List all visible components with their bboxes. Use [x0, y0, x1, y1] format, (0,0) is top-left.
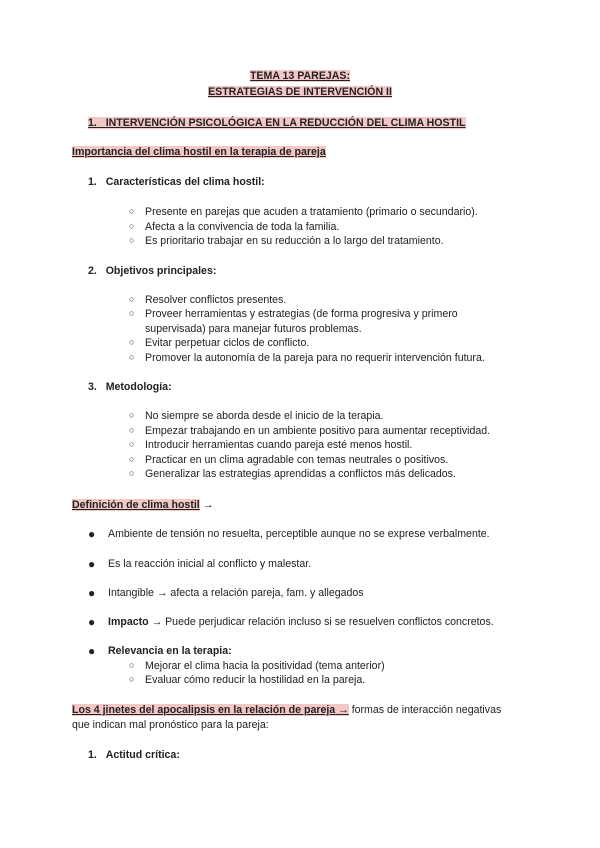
- importance-heading: Importancia del clima hostil en la terapia de pareja: [72, 146, 326, 158]
- circle-bullet-icon: ○: [129, 337, 135, 347]
- section-heading: 1. INTERVENCIÓN PSICOLÓGICA EN LA REDUCCIÓN DEL CLIMA HOSTIL: [88, 117, 466, 129]
- circle-bullet-icon: ○: [129, 294, 135, 304]
- circle-bullet-icon: ○: [129, 235, 135, 245]
- bullet-icon: ●: [88, 644, 96, 658]
- circle-bullet-icon: ○: [129, 221, 135, 231]
- block-heading-critical-attitude: 1. Actitud crítica:: [88, 749, 180, 761]
- circle-bullet-icon: ○: [129, 454, 135, 464]
- block-heading-characteristics: 1. Características del clima hostil:: [88, 176, 265, 188]
- bullet-icon: ●: [88, 557, 96, 571]
- arrow-right-icon: →: [202, 499, 214, 511]
- block-heading-objectives: 2. Objetivos principales:: [88, 265, 217, 277]
- circle-bullet-icon: ○: [129, 468, 135, 478]
- list-item-continuation: supervisada) para manejar futuros problemas.: [145, 323, 362, 335]
- circle-bullet-icon: ○: [129, 425, 135, 435]
- bullet-icon: ●: [88, 615, 96, 629]
- circle-bullet-icon: ○: [129, 439, 135, 449]
- circle-bullet-icon: ○: [129, 674, 135, 684]
- circle-bullet-icon: ○: [129, 308, 135, 318]
- bullet-icon: ●: [88, 586, 96, 600]
- circle-bullet-icon: ○: [129, 660, 135, 670]
- circle-bullet-icon: ○: [129, 206, 135, 216]
- block-heading-methodology: 3. Metodología:: [88, 381, 172, 393]
- circle-bullet-icon: ○: [129, 352, 135, 362]
- definition-heading: Definición de clima hostil →: [72, 499, 214, 511]
- document-title-line1: TEMA 13 PAREJAS:: [249, 70, 351, 82]
- horsemen-text-line2: que indican mal pronóstico para la pareja:: [72, 719, 269, 731]
- bullet-icon: ●: [88, 527, 96, 541]
- horsemen-heading: Los 4 jinetes del apocalipsis en la relación de pareja → formas de interacción negativas: [72, 704, 502, 716]
- document-title-line2: ESTRATEGIAS DE INTERVENCIÓN II: [208, 86, 392, 98]
- circle-bullet-icon: ○: [129, 410, 135, 420]
